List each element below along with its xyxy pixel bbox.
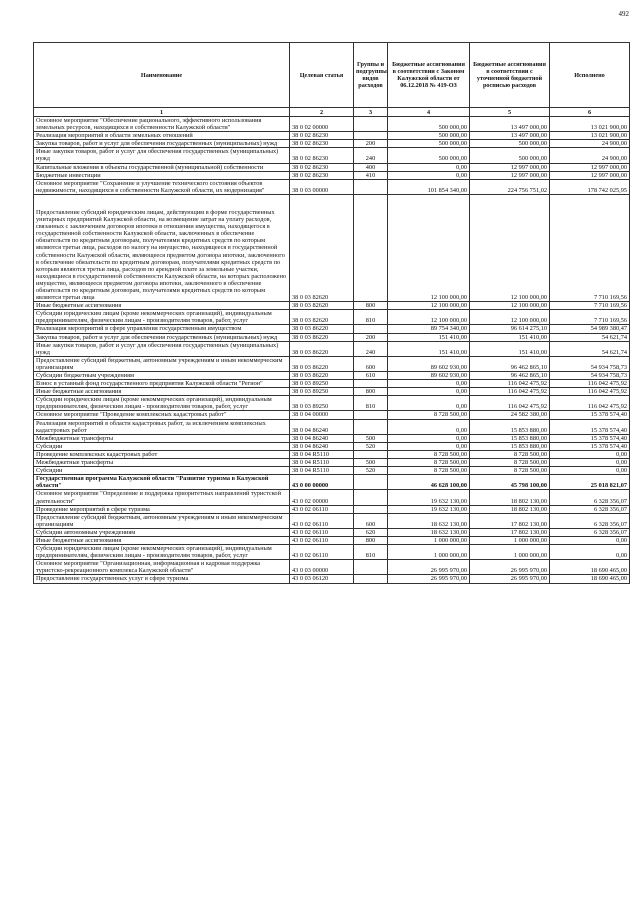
table-row (34, 450, 630, 458)
row-target: 38 0 03 86220 (290, 333, 354, 341)
row-executed: 0,00 (550, 536, 630, 544)
row-executed: 24 900,00 (550, 148, 630, 163)
row-executed: 116 042 475,92 (550, 380, 630, 388)
row-executed: 13 021 900,00 (550, 117, 630, 132)
row-group: 620 (354, 528, 388, 536)
row-executed: 6 328 356,07 (550, 490, 630, 505)
row-group (354, 575, 388, 583)
row-group: 600 (354, 356, 388, 371)
table-row (34, 434, 630, 442)
table-body (34, 117, 630, 584)
table-row (34, 442, 630, 450)
row-budget-list: 13 497 000,00 (470, 117, 550, 132)
row-name: Государственная программа Калужской области "Развитие туризма в Калужской области" (34, 475, 290, 490)
row-name: Иные бюджетные ассигнования (34, 536, 290, 544)
row-budget-list: 224 756 751,02 (470, 179, 550, 194)
row-name: Закупка товаров, работ и услуг для обеспечения государственных (муниципальных) нужд (34, 333, 290, 341)
row-target: 38 0 03 82620 (290, 310, 354, 325)
row-target: 43 0 02 06110 (290, 545, 354, 560)
row-target: 38 0 03 82620 (290, 194, 354, 301)
table-row (34, 490, 630, 505)
row-budget-law: 18 632 130,00 (388, 513, 470, 528)
row-budget-list: 1 000 000,00 (470, 545, 550, 560)
row-target: 43 0 02 00000 (290, 490, 354, 505)
row-name: Закупка товаров, работ и услуг для обеспечения государственных (муниципальных) нужд (34, 140, 290, 148)
row-budget-list: 151 410,00 (470, 341, 550, 356)
row-budget-list: 24 582 380,00 (470, 411, 550, 419)
row-target: 38 0 03 89250 (290, 388, 354, 396)
row-budget-law: 101 854 340,00 (388, 179, 470, 194)
row-budget-law: 1 000 000,00 (388, 545, 470, 560)
row-executed: 24 900,00 (550, 140, 630, 148)
row-group (354, 411, 388, 419)
row-target: 38 0 04 86240 (290, 434, 354, 442)
row-budget-list: 15 853 880,00 (470, 442, 550, 450)
table-row (34, 194, 630, 301)
row-name: Субсидии (34, 467, 290, 475)
row-budget-list: 8 728 500,00 (470, 459, 550, 467)
row-budget-law: 0,00 (388, 388, 470, 396)
row-executed: 7 710 169,56 (550, 310, 630, 325)
row-target: 38 0 02 86230 (290, 163, 354, 171)
table-row (34, 171, 630, 179)
row-executed: 116 042 475,92 (550, 396, 630, 411)
row-group (354, 117, 388, 132)
row-name: Предоставление государственных услуг в сфере туризма (34, 575, 290, 583)
row-executed: 18 690 465,00 (550, 560, 630, 575)
header-group: Группы и подгруппы видов расходов (354, 43, 388, 108)
row-budget-list: 12 100 000,00 (470, 310, 550, 325)
row-group: 800 (354, 536, 388, 544)
header-budget-law: Бюджетные ассигнования в соответствии с Законом Калужской области от 06.12.2018 № 419-ОЗ (388, 43, 470, 108)
row-name: Субсидии (34, 442, 290, 450)
header-name: Наименование (34, 43, 290, 108)
row-budget-law: 0,00 (388, 434, 470, 442)
row-group: 600 (354, 513, 388, 528)
row-name: Основное мероприятие "Организационная, информационная и кадровая поддержка туристско-рекреационного комплекса Калужской области" (34, 560, 290, 575)
row-group: 800 (354, 302, 388, 310)
row-name: Реализация мероприятий в области земельных отношений (34, 132, 290, 140)
table-row (34, 163, 630, 171)
row-target: 38 0 03 86220 (290, 372, 354, 380)
row-group: 500 (354, 459, 388, 467)
row-budget-list: 500 000,00 (470, 140, 550, 148)
table-row (34, 513, 630, 528)
row-group: 240 (354, 341, 388, 356)
row-target: 43 0 02 06110 (290, 505, 354, 513)
row-budget-list: 18 802 130,00 (470, 505, 550, 513)
row-name: Межбюджетные трансферты (34, 434, 290, 442)
row-budget-list: 96 462 865,10 (470, 356, 550, 371)
row-target: 43 0 03 00000 (290, 560, 354, 575)
row-group: 520 (354, 442, 388, 450)
row-budget-law: 8 728 500,00 (388, 450, 470, 458)
table-row (34, 560, 630, 575)
row-budget-list: 13 497 000,00 (470, 132, 550, 140)
row-name: Предоставление субсидий бюджетным, автономным учреждениям и иным некоммерческим организациям (34, 356, 290, 371)
row-budget-list: 8 728 500,00 (470, 467, 550, 475)
row-target: 38 0 02 86230 (290, 140, 354, 148)
row-budget-list: 12 100 000,00 (470, 302, 550, 310)
row-group: 810 (354, 545, 388, 560)
header-budget-list: Бюджетные ассигнования в соответствии с уточненной бюджетной росписью расходов (470, 43, 550, 108)
table-row (34, 536, 630, 544)
row-executed: 7 710 169,56 (550, 302, 630, 310)
page-number: 492 (618, 10, 629, 18)
table-row (34, 475, 630, 490)
row-group: 520 (354, 467, 388, 475)
row-group (354, 505, 388, 513)
table-row (34, 380, 630, 388)
row-executed: 7 710 169,56 (550, 194, 630, 301)
table-row (34, 341, 630, 356)
row-budget-list: 1 000 000,00 (470, 536, 550, 544)
header-target: Целевая статья (290, 43, 354, 108)
row-budget-list: 116 042 475,92 (470, 380, 550, 388)
table-row (34, 419, 630, 434)
row-budget-law: 12 100 000,00 (388, 310, 470, 325)
row-name: Основное мероприятие "Определение и поддержка приоритетных направлений туристской деятельности" (34, 490, 290, 505)
row-executed: 6 328 356,07 (550, 505, 630, 513)
row-target: 38 0 04 R5110 (290, 459, 354, 467)
row-target: 43 0 00 00000 (290, 475, 354, 490)
row-target: 38 0 03 86220 (290, 356, 354, 371)
row-group (354, 419, 388, 434)
row-budget-law: 8 728 500,00 (388, 459, 470, 467)
row-budget-law: 26 995 970,00 (388, 575, 470, 583)
row-budget-law: 151 410,00 (388, 333, 470, 341)
row-name: Субсидии автономным учреждениям (34, 528, 290, 536)
row-group (354, 194, 388, 301)
row-executed: 12 997 000,00 (550, 171, 630, 179)
table-row (34, 467, 630, 475)
row-target: 38 0 02 86230 (290, 132, 354, 140)
table-row (34, 302, 630, 310)
row-target: 38 0 04 86240 (290, 442, 354, 450)
row-budget-law: 0,00 (388, 380, 470, 388)
row-name: Реализация мероприятий в сфере управления государственным имуществом (34, 325, 290, 333)
budget-table (33, 42, 630, 584)
row-budget-law: 46 628 100,00 (388, 475, 470, 490)
row-budget-law: 1 000 000,00 (388, 536, 470, 544)
row-budget-law: 0,00 (388, 163, 470, 171)
row-budget-law: 19 632 130,00 (388, 505, 470, 513)
row-group: 200 (354, 333, 388, 341)
row-name: Предоставление субсидий бюджетным, автономным учреждениям и иным некоммерческим организациям (34, 513, 290, 528)
row-executed: 54 621,74 (550, 341, 630, 356)
row-name: Межбюджетные трансферты (34, 459, 290, 467)
row-budget-law: 18 632 130,00 (388, 528, 470, 536)
row-budget-law: 89 754 340,00 (388, 325, 470, 333)
row-group: 410 (354, 171, 388, 179)
header-executed: Исполнено (550, 43, 630, 108)
table-row (34, 575, 630, 583)
row-group: 610 (354, 372, 388, 380)
table-row (34, 148, 630, 163)
row-budget-list: 26 995 970,00 (470, 560, 550, 575)
row-name: Субсидии юридическим лицам (кроме некоммерческих организаций), индивидуальным предпринимателям, физическим лицам - производителям товаров, работ, услуг (34, 545, 290, 560)
row-name: Основное мероприятие "Сохранение и улучшение технического состояния объектов недвижимости, находящихся в собственности Калужской области, их модернизация" (34, 179, 290, 194)
row-target: 38 0 03 89250 (290, 396, 354, 411)
table-row (34, 179, 630, 194)
row-target: 38 0 04 86240 (290, 419, 354, 434)
row-group: 810 (354, 396, 388, 411)
table-row (34, 411, 630, 419)
row-executed: 15 378 574,40 (550, 419, 630, 434)
row-executed: 13 021 900,00 (550, 132, 630, 140)
row-executed: 15 378 574,40 (550, 411, 630, 419)
row-group (354, 179, 388, 194)
row-budget-list: 96 462 865,10 (470, 372, 550, 380)
row-executed: 0,00 (550, 450, 630, 458)
table-row (34, 505, 630, 513)
row-name: Основное мероприятие "Проведение комплексных кадастровых работ" (34, 411, 290, 419)
row-group (354, 380, 388, 388)
row-target: 38 0 03 89250 (290, 380, 354, 388)
row-target: 38 0 03 00000 (290, 179, 354, 194)
row-budget-law: 0,00 (388, 419, 470, 434)
row-budget-list: 12 997 000,00 (470, 163, 550, 171)
table-row (34, 372, 630, 380)
row-target: 38 0 03 86220 (290, 325, 354, 333)
row-budget-law: 500 000,00 (388, 148, 470, 163)
row-target: 38 0 02 00000 (290, 117, 354, 132)
row-budget-list: 17 802 130,00 (470, 528, 550, 536)
row-budget-law: 0,00 (388, 396, 470, 411)
column-number: 3 (354, 108, 388, 117)
table-row (34, 132, 630, 140)
column-number: 5 (470, 108, 550, 117)
row-executed: 15 378 574,40 (550, 434, 630, 442)
row-executed: 0,00 (550, 467, 630, 475)
row-budget-law: 0,00 (388, 171, 470, 179)
row-group: 500 (354, 434, 388, 442)
row-executed: 54 934 758,73 (550, 372, 630, 380)
table-row (34, 459, 630, 467)
column-number: 4 (388, 108, 470, 117)
row-name: Субсидии юридическим лицам (кроме некоммерческих организаций), индивидуальным предпринимателям, физическим лицам - производителям товаров, работ, услуг (34, 310, 290, 325)
row-budget-law: 500 000,00 (388, 132, 470, 140)
row-name: Реализация мероприятий в области кадастровых работ, за исключением комплексных кадастровых работ (34, 419, 290, 434)
row-budget-list: 116 042 475,92 (470, 396, 550, 411)
table-header-row (34, 43, 630, 108)
table-row (34, 333, 630, 341)
column-number: 1 (34, 108, 290, 117)
column-number: 6 (550, 108, 630, 117)
row-name: Иные закупки товаров, работ и услуг для обеспечения государственных (муниципальных) нужд (34, 148, 290, 163)
table-row (34, 356, 630, 371)
row-target: 43 0 02 06110 (290, 528, 354, 536)
row-name: Капитальные вложения в объекты государственной (муниципальной) собственности (34, 163, 290, 171)
table-row (34, 117, 630, 132)
row-budget-law: 500 000,00 (388, 117, 470, 132)
row-group (354, 325, 388, 333)
row-target: 43 0 03 06120 (290, 575, 354, 583)
row-name: Основное мероприятие "Обеспечение рационального, эффективного использования земельных ресурсов, находящихся в собственности Калужской области" (34, 117, 290, 132)
table-row (34, 528, 630, 536)
row-name: Проведение мероприятий в сфере туризма (34, 505, 290, 513)
row-budget-law: 12 100 000,00 (388, 194, 470, 301)
row-group: 200 (354, 140, 388, 148)
column-number-row (34, 108, 630, 117)
row-budget-list: 45 798 100,00 (470, 475, 550, 490)
row-group: 800 (354, 388, 388, 396)
row-budget-list: 116 042 475,92 (470, 388, 550, 396)
table-row (34, 310, 630, 325)
row-budget-list: 8 728 500,00 (470, 450, 550, 458)
row-name: Предоставление субсидий юридическим лицам, действующим в форме государственных унитарных предприятий Калужской области, на возмещение затрат на уплату расходов, связанных с заключением договоров ипотеки в отношении имущества, находящегося в государственной собственности Калужской области, заключенных в обеспечение обязательств по кредитным договорам, получателями кредитных средств по которым являются третьи лица, расходов по налогу на имущество, находящееся в государственной собственности Калужской области, являющееся предметом договора ипотеки, заключенного в обеспечение обязательств по кредитным договорам, получателями кредитных средств по которым являются третьи лица, расходов по арендной плате за земельные участки, находящиеся в государственной собственности Калужской области, на которых расположено имущество, являющееся предметом договора ипотеки, заключенного в обеспечение обязательств по кредитным договорам, получателями кредитных средств по которым являются третьи лица (34, 194, 290, 301)
row-name: Иные закупки товаров, работ и услуг для обеспечения государственных (муниципальных) нужд (34, 341, 290, 356)
row-name: Проведение комплексных кадастровых работ (34, 450, 290, 458)
row-executed: 18 690 465,00 (550, 575, 630, 583)
row-budget-law: 8 728 500,00 (388, 411, 470, 419)
table-row (34, 545, 630, 560)
row-executed: 54 989 380,47 (550, 325, 630, 333)
row-budget-law: 19 632 130,00 (388, 490, 470, 505)
row-executed: 0,00 (550, 545, 630, 560)
table-row (34, 396, 630, 411)
row-target: 38 0 02 86230 (290, 148, 354, 163)
row-budget-law: 8 728 500,00 (388, 467, 470, 475)
row-group: 810 (354, 310, 388, 325)
row-budget-list: 26 995 970,00 (470, 575, 550, 583)
row-executed: 6 328 356,07 (550, 513, 630, 528)
row-budget-law: 12 100 000,00 (388, 302, 470, 310)
row-executed: 54 621,74 (550, 333, 630, 341)
row-target: 38 0 04 00000 (290, 411, 354, 419)
row-target: 38 0 04 R5110 (290, 450, 354, 458)
row-name: Субсидии юридическим лицам (кроме некоммерческих организаций), индивидуальным предпринимателям, физическим лицам - производителям товаров, работ, услуг (34, 396, 290, 411)
row-executed: 6 328 356,07 (550, 528, 630, 536)
row-budget-list: 18 802 130,00 (470, 490, 550, 505)
row-target: 43 0 02 06110 (290, 536, 354, 544)
row-target: 38 0 02 86230 (290, 171, 354, 179)
table-row (34, 140, 630, 148)
row-group: 240 (354, 148, 388, 163)
row-budget-list: 15 853 880,00 (470, 434, 550, 442)
row-executed: 12 997 000,00 (550, 163, 630, 171)
row-group: 400 (354, 163, 388, 171)
row-budget-law: 89 602 930,00 (388, 372, 470, 380)
row-group (354, 490, 388, 505)
row-name: Взнос в уставный фонд государственного предприятия Калужской области "Регион" (34, 380, 290, 388)
row-budget-list: 12 100 000,00 (470, 194, 550, 301)
row-name: Иные бюджетные ассигнования (34, 302, 290, 310)
row-target: 38 0 04 R5110 (290, 467, 354, 475)
row-budget-list: 12 997 000,00 (470, 171, 550, 179)
row-group (354, 450, 388, 458)
row-budget-list: 17 802 130,00 (470, 513, 550, 528)
row-target: 43 0 02 06110 (290, 513, 354, 528)
row-executed: 116 042 475,92 (550, 388, 630, 396)
row-group (354, 475, 388, 490)
table-row (34, 388, 630, 396)
row-executed: 0,00 (550, 459, 630, 467)
row-executed: 15 378 574,40 (550, 442, 630, 450)
row-executed: 25 018 821,07 (550, 475, 630, 490)
column-number: 2 (290, 108, 354, 117)
row-budget-law: 89 602 930,00 (388, 356, 470, 371)
row-group (354, 560, 388, 575)
row-executed: 178 742 025,95 (550, 179, 630, 194)
row-name: Субсидии бюджетным учреждениям (34, 372, 290, 380)
row-budget-law: 500 000,00 (388, 140, 470, 148)
row-name: Бюджетные инвестиции (34, 171, 290, 179)
row-budget-list: 15 853 880,00 (470, 419, 550, 434)
row-budget-list: 96 614 275,10 (470, 325, 550, 333)
row-budget-list: 500 000,00 (470, 148, 550, 163)
row-budget-list: 151 410,00 (470, 333, 550, 341)
table-row (34, 325, 630, 333)
row-name: Иные бюджетные ассигнования (34, 388, 290, 396)
row-budget-law: 26 995 970,00 (388, 560, 470, 575)
row-budget-law: 0,00 (388, 442, 470, 450)
row-group (354, 132, 388, 140)
row-target: 38 0 03 82620 (290, 302, 354, 310)
row-target: 38 0 03 86220 (290, 341, 354, 356)
row-executed: 54 934 758,73 (550, 356, 630, 371)
row-budget-law: 151 410,00 (388, 341, 470, 356)
